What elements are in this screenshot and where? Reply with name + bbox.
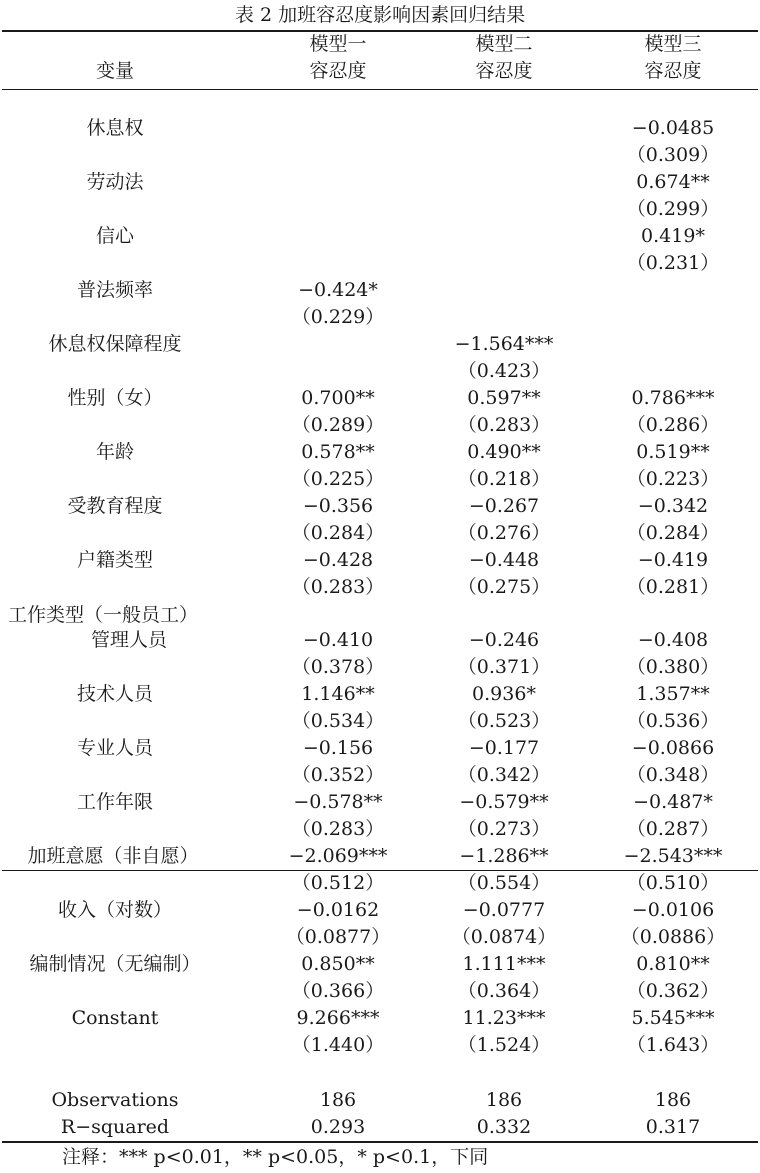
header-variable-label: 变量	[95, 60, 134, 82]
table-cell: （0.362）	[626, 980, 720, 1002]
row-label: Constant	[71, 1007, 159, 1029]
table-note: 注释：*** p<0.01，** p<0.05，* p<0.1，下同	[62, 1146, 489, 1168]
table-cell: （0.276）	[457, 522, 551, 544]
row-label: 普法频率	[76, 279, 153, 301]
header-rule	[2, 89, 758, 90]
table-cell: 0.419*	[641, 225, 705, 247]
table-cell: 0.519**	[636, 441, 710, 463]
table-cell: −0.428	[302, 549, 374, 571]
table-cell: −0.448	[468, 549, 540, 571]
table-cell: （0.287）	[626, 818, 720, 840]
table-cell: −0.156	[302, 737, 374, 759]
row-label: 收入（对数）	[57, 899, 172, 921]
row-label: 年龄	[95, 441, 134, 463]
table-cell: 11.23***	[462, 1007, 546, 1029]
row-label: 专业人员	[76, 737, 153, 759]
header-model-3-dv: 容忍度	[644, 60, 702, 82]
table-cell: （0.380）	[626, 656, 720, 678]
table-cell: （0.371）	[457, 656, 551, 678]
table-cell: −0.408	[637, 629, 709, 651]
row-label: 性别（女）	[67, 387, 163, 409]
table-cell: （0.512）	[291, 872, 385, 894]
table-cell: （0.0886）	[620, 926, 726, 948]
table-cell: 0.700**	[301, 387, 375, 409]
table-cell: （0.309）	[626, 144, 720, 166]
table-cell: −0.579**	[459, 791, 549, 813]
row-label: 工作年限	[76, 791, 153, 813]
table-cell: （0.223）	[626, 468, 720, 490]
table-cell: （1.524）	[457, 1034, 551, 1056]
table-cell: 0.850**	[301, 953, 375, 975]
table-cell: （0.283）	[457, 414, 551, 436]
table-cell: （0.534）	[291, 710, 385, 732]
table-cell: （0.299）	[626, 198, 720, 220]
table-cell: （0.536）	[626, 710, 720, 732]
table-caption: 表 2 加班容忍度影响因素回归结果	[234, 4, 526, 26]
table-cell: （1.643）	[626, 1034, 720, 1056]
table-cell: （0.289）	[291, 414, 385, 436]
table-cell: （0.275）	[457, 576, 551, 598]
header-model-1-dv: 容忍度	[309, 60, 367, 82]
table-cell: （0.364）	[457, 980, 551, 1002]
row-label: 劳动法	[86, 171, 144, 193]
table-cell: −0.419	[637, 549, 709, 571]
table-cell: （0.0874）	[451, 926, 557, 948]
table-cell: （0.0877）	[285, 926, 391, 948]
table-cell: 0.597**	[467, 387, 541, 409]
table-cell: 5.545***	[631, 1007, 715, 1029]
row-label: 信心	[95, 225, 134, 247]
table-cell: −0.410	[302, 629, 374, 651]
table-cell: （0.218）	[457, 468, 551, 490]
table-cell: （0.378）	[291, 656, 385, 678]
table-cell: −0.0162	[296, 899, 380, 921]
table-cell: （0.510）	[626, 872, 720, 894]
table-cell: −0.342	[637, 495, 709, 517]
table-cell: （1.440）	[291, 1034, 385, 1056]
row-label: 编制情况（无编制）	[29, 953, 201, 975]
row-label: 户籍类型	[76, 549, 153, 571]
table-cell: −0.0106	[631, 899, 715, 921]
table-cell: −1.564***	[454, 333, 554, 355]
header-model-2-name: 模型二	[475, 33, 533, 55]
table-cell: −0.267	[468, 495, 540, 517]
table-cell: （0.281）	[626, 576, 720, 598]
table-cell: −0.487*	[633, 791, 713, 813]
row-label: 受教育程度	[67, 495, 163, 517]
table-cell: （0.229）	[291, 306, 385, 328]
table-cell: 9.266***	[296, 1007, 380, 1029]
table-cell: 0.810**	[636, 953, 710, 975]
table-cell: （0.225）	[291, 468, 385, 490]
table-cell: （0.284）	[626, 522, 720, 544]
table-cell: 0.490**	[467, 441, 541, 463]
table-cell: 0.786***	[631, 387, 715, 409]
table-cell: （0.231）	[626, 252, 720, 274]
table-cell: 0.293	[310, 1116, 366, 1138]
table-cell: （0.342）	[457, 764, 551, 786]
table-cell: 1.111***	[462, 953, 546, 975]
row-label: R−squared	[60, 1116, 170, 1138]
table-cell: −0.356	[302, 495, 374, 517]
table-cell: （0.348）	[626, 764, 720, 786]
table-cell: −0.246	[468, 629, 540, 651]
table-cell: 0.674**	[636, 171, 710, 193]
row-label: 休息权	[86, 117, 144, 139]
row-label: 技术人员	[76, 683, 153, 705]
table-cell: 0.578**	[301, 441, 375, 463]
table-cell: （0.286）	[626, 414, 720, 436]
table-cell: （0.283）	[291, 576, 385, 598]
row-label: Observations	[51, 1089, 179, 1111]
table-cell: −0.177	[468, 737, 540, 759]
table-cell: −0.424*	[298, 279, 378, 301]
table-cell: （0.423）	[457, 360, 551, 382]
bottom-rule	[2, 1141, 758, 1143]
header-model-3-name: 模型三	[644, 33, 702, 55]
table-cell: 0.317	[645, 1116, 701, 1138]
table-cell: 186	[485, 1089, 523, 1111]
row-label: 管理人员	[90, 629, 167, 651]
row-label: 休息权保障程度	[48, 333, 182, 355]
table-cell: 186	[319, 1089, 357, 1111]
row-label: 加班意愿（非自愿）	[27, 845, 199, 867]
table-cell: （0.283）	[291, 818, 385, 840]
header-model-1-name: 模型一	[309, 33, 367, 55]
table-cell: 0.332	[476, 1116, 532, 1138]
table-cell: （0.554）	[457, 872, 551, 894]
table-cell: 0.936*	[472, 683, 536, 705]
table-cell: （0.284）	[291, 522, 385, 544]
table-cell: −0.0485	[631, 117, 715, 139]
table-cell: （0.523）	[457, 710, 551, 732]
table-cell: 1.146**	[301, 683, 375, 705]
table-cell: （0.352）	[291, 764, 385, 786]
table-cell: （0.273）	[457, 818, 551, 840]
table-cell: −0.0866	[631, 737, 715, 759]
table-cell: 1.357**	[636, 683, 710, 705]
table-cell: −2.543***	[623, 845, 723, 867]
table-cell: −0.578**	[293, 791, 383, 813]
table-cell: −2.069***	[288, 845, 388, 867]
table-cell: −0.0777	[462, 899, 546, 921]
table-cell: （0.366）	[291, 980, 385, 1002]
header-model-2-dv: 容忍度	[475, 60, 533, 82]
table-cell: −1.286**	[459, 845, 549, 867]
table-cell: 186	[654, 1089, 692, 1111]
row-label: 工作类型（一般员工）	[8, 604, 199, 626]
